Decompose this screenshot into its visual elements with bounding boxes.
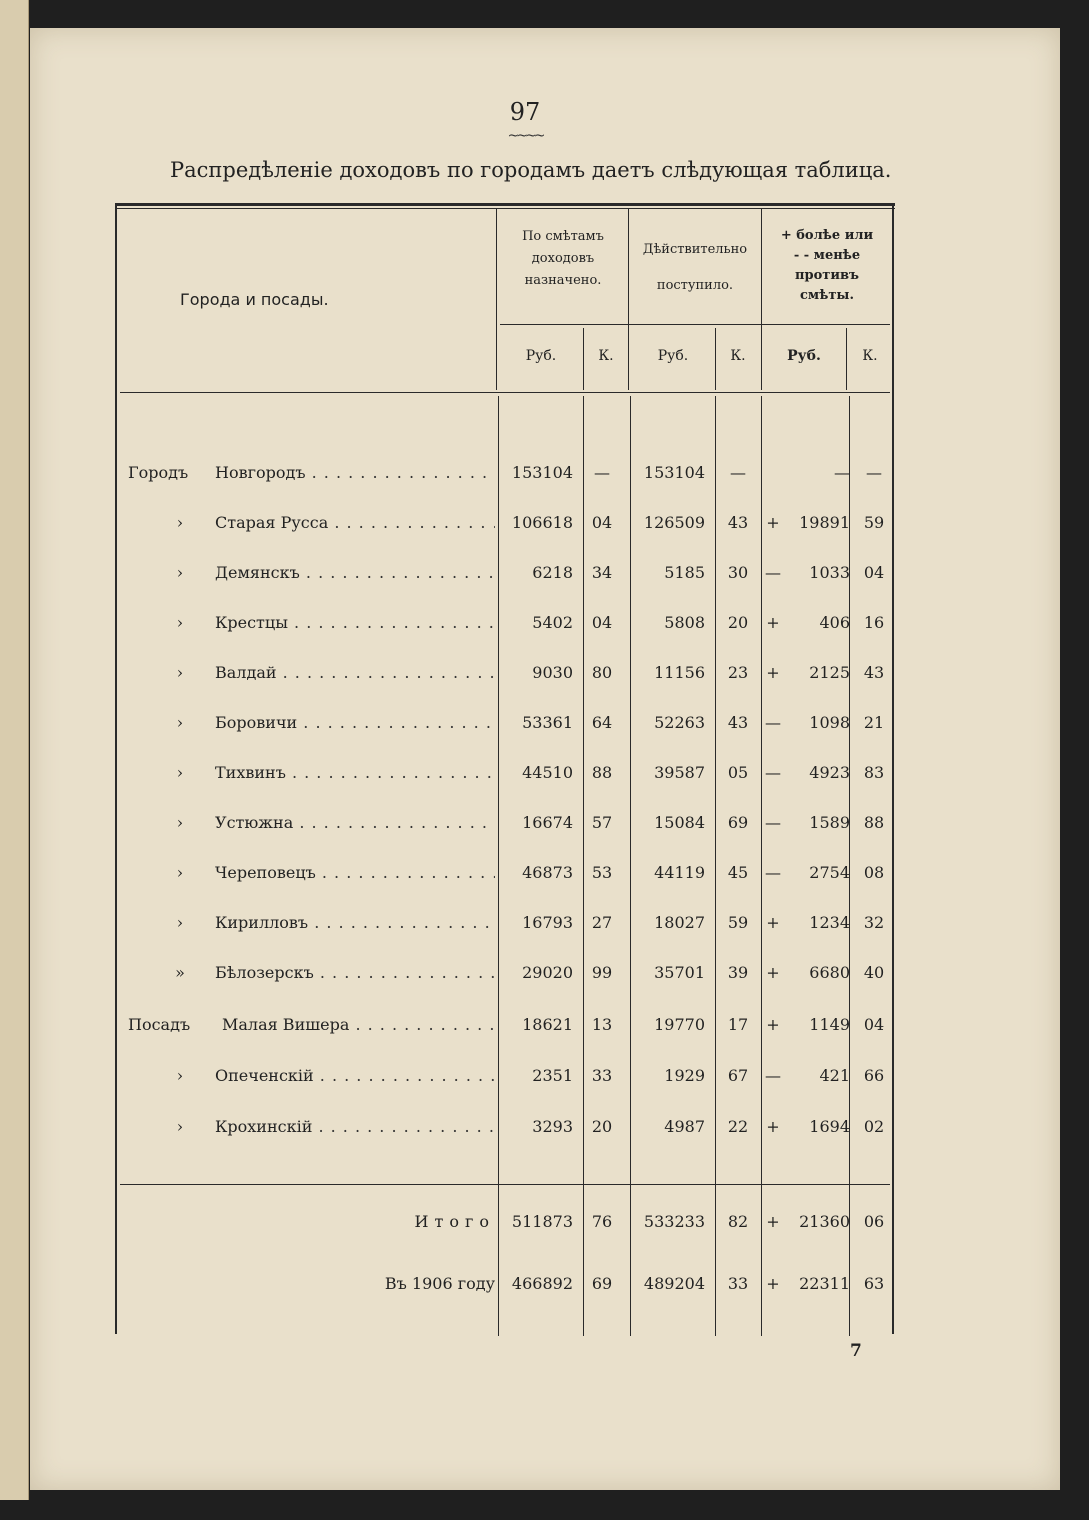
actual-kop: 05: [727, 763, 749, 782]
actual-kop: —: [730, 463, 746, 482]
actual-rub: 11156: [654, 663, 705, 682]
difference-kop: 59: [863, 513, 885, 532]
difference-rub: 1589: [809, 813, 850, 832]
estimate-rub: 53361: [522, 713, 573, 732]
actual-rub: 39587: [654, 763, 705, 782]
place-name: Опеченскій . . .: [215, 1066, 495, 1085]
difference-sign: +: [766, 663, 780, 682]
difference-rub: 2754: [809, 863, 850, 882]
table-top-rule-thin: [115, 208, 895, 209]
place-name: Старая Русса . . .: [215, 513, 495, 532]
difference-kop: 04: [863, 563, 885, 582]
estimate-rub: 16674: [522, 813, 573, 832]
row-prefix: Городъ: [128, 463, 189, 482]
header-difference-line: - - менѣе: [793, 248, 861, 263]
difference-kop: 21: [863, 713, 885, 732]
table-row: [30, 913, 1060, 943]
table-row: [30, 1015, 1060, 1045]
difference-kop: 06: [863, 1212, 885, 1231]
estimate-rub: 153104: [511, 463, 573, 482]
unit-kop: К.: [730, 348, 746, 364]
place-name: Малая Вишера . . .: [222, 1015, 502, 1034]
unit-kop: К.: [598, 348, 614, 364]
estimate-kop: —: [594, 463, 610, 482]
estimate-kop: 33: [591, 1066, 613, 1085]
estimate-kop: 27: [591, 913, 613, 932]
difference-sign: —: [765, 563, 781, 582]
table-row: [30, 963, 1060, 993]
estimate-kop: 04: [591, 513, 613, 532]
table-row: [30, 463, 1060, 493]
actual-kop: 20: [727, 613, 749, 632]
place-name: Тихвинъ . . .: [215, 763, 495, 782]
table-top-rule: [115, 203, 895, 206]
row-prefix: ›: [176, 1117, 184, 1136]
difference-rub: 1098: [809, 713, 850, 732]
row-prefix: ›: [176, 663, 184, 682]
estimate-kop: 34: [591, 563, 613, 582]
actual-kop: 23: [727, 663, 749, 682]
difference-kop: 83: [863, 763, 885, 782]
page-heading: Распредѣленіе доходовъ по городамъ даетъ слѣдующая таблица.: [170, 158, 892, 182]
difference-sign: +: [766, 613, 780, 632]
difference-rub: 1234: [809, 913, 850, 932]
actual-kop: 22: [727, 1117, 749, 1136]
estimate-kop: 80: [591, 663, 613, 682]
actual-rub: 153104: [643, 463, 705, 482]
difference-rub: 6680: [809, 963, 850, 982]
row-prefix: ›: [176, 563, 184, 582]
actual-rub: 126509: [643, 513, 705, 532]
unit-rub: Руб.: [787, 348, 821, 364]
header-actual: [631, 232, 759, 304]
actual-rub: 5185: [664, 563, 705, 582]
estimate-kop: 99: [591, 963, 613, 982]
difference-rub: 4923: [809, 763, 850, 782]
row-prefix: ›: [176, 513, 184, 532]
header-actual-line: поступило.: [656, 278, 734, 293]
actual-kop: 43: [727, 513, 749, 532]
estimate-kop: 04: [591, 613, 613, 632]
estimate-rub: 3293: [532, 1117, 573, 1136]
difference-sign: —: [765, 763, 781, 782]
place-name: Кирилловъ . . .: [215, 913, 495, 932]
difference-kop: 88: [863, 813, 885, 832]
header-col-sep: [715, 328, 716, 390]
difference-sign: +: [766, 1274, 780, 1293]
estimate-rub: 106618: [511, 513, 573, 532]
difference-rub: 19891: [799, 513, 850, 532]
difference-kop: 63: [863, 1274, 885, 1293]
difference-kop: 16: [863, 613, 885, 632]
actual-kop: 59: [727, 913, 749, 932]
difference-sign: +: [766, 963, 780, 982]
difference-kop: 40: [863, 963, 885, 982]
estimate-rub: 29020: [522, 963, 573, 982]
actual-rub: 44119: [654, 863, 705, 882]
difference-sign: —: [765, 1066, 781, 1085]
place-name: Новгородъ . . .: [215, 463, 495, 482]
prev-year-row: [30, 1274, 1060, 1304]
estimate-rub: 2351: [532, 1066, 573, 1085]
header-difference: [763, 226, 891, 306]
place-name: Боровичи . . .: [215, 713, 495, 732]
page-number: 97: [509, 98, 541, 126]
page-number-ornament: ~~~~: [507, 128, 543, 144]
difference-kop: 08: [863, 863, 885, 882]
table-row: [30, 763, 1060, 793]
estimate-rub: 46873: [522, 863, 573, 882]
actual-kop: 67: [727, 1066, 749, 1085]
actual-rub: 15084: [654, 813, 705, 832]
actual-kop: 33: [727, 1274, 749, 1293]
place-name: Бѣлозерскъ . . .: [215, 963, 495, 982]
row-prefix: ›: [176, 613, 184, 632]
difference-kop: 43: [863, 663, 885, 682]
difference-rub: 2125: [809, 663, 850, 682]
estimate-rub: 466892: [511, 1274, 573, 1293]
estimate-rub: 511873: [511, 1212, 573, 1231]
difference-sign: +: [766, 1212, 780, 1231]
header-col-sep: [583, 328, 584, 390]
difference-sign: +: [766, 1015, 780, 1034]
estimate-rub: 6218: [532, 563, 573, 582]
estimate-rub: 5402: [532, 613, 573, 632]
table-row: [30, 613, 1060, 643]
header-difference-line: противъ: [795, 268, 859, 283]
difference-kop: 66: [863, 1066, 885, 1085]
table-row: [30, 563, 1060, 593]
actual-rub: 4987: [664, 1117, 705, 1136]
header-col-sep: [628, 208, 629, 390]
difference-sign: —: [765, 813, 781, 832]
table-row: [30, 713, 1060, 743]
actual-rub: 533233: [643, 1212, 705, 1231]
difference-sign: +: [766, 913, 780, 932]
difference-sign: —: [765, 713, 781, 732]
place-name: Валдай . . .: [215, 663, 495, 682]
document-page: [30, 28, 1060, 1490]
estimate-kop: 20: [591, 1117, 613, 1136]
actual-rub: 52263: [654, 713, 705, 732]
difference-sign: +: [766, 1117, 780, 1136]
header-estimate-line: По смѣтамъ: [522, 229, 604, 244]
difference-rub: 406: [819, 613, 850, 632]
total-row: [30, 1212, 1060, 1242]
header-subdivider: [500, 324, 890, 325]
difference-kop: —: [866, 463, 882, 482]
difference-rub: 421: [819, 1066, 850, 1085]
place-name: Устюжна . . .: [215, 813, 495, 832]
table-row: [30, 513, 1060, 543]
actual-kop: 17: [727, 1015, 749, 1034]
header-bottom-rule: [120, 392, 890, 393]
row-prefix: ›: [176, 763, 184, 782]
difference-kop: 04: [863, 1015, 885, 1034]
header-col-sep: [761, 208, 762, 390]
estimate-rub: 9030: [532, 663, 573, 682]
table-row: [30, 663, 1060, 693]
estimate-kop: 69: [591, 1274, 613, 1293]
estimate-kop: 57: [591, 813, 613, 832]
estimate-rub: 44510: [522, 763, 573, 782]
facing-page-edge: [0, 0, 29, 1500]
difference-sign: —: [765, 863, 781, 882]
difference-rub: 21360: [799, 1212, 850, 1231]
header-places: Города и посады.: [180, 290, 329, 309]
header-col-sep: [496, 208, 497, 390]
header-difference-line: смѣты.: [800, 288, 854, 303]
actual-kop: 82: [727, 1212, 749, 1231]
header-estimate: [500, 226, 626, 292]
estimate-kop: 88: [591, 763, 613, 782]
total-label: Итого: [414, 1212, 495, 1231]
place-name: Крестцы . . .: [215, 613, 495, 632]
row-prefix: ›: [176, 1066, 184, 1085]
estimate-rub: 18621: [522, 1015, 573, 1034]
row-prefix: ›: [176, 713, 184, 732]
difference-rub: 1033: [809, 563, 850, 582]
unit-rub: Руб.: [525, 348, 557, 364]
signature-mark: 7: [850, 1341, 862, 1361]
row-prefix: Посадъ: [128, 1015, 191, 1034]
table-row: [30, 1117, 1060, 1147]
difference-sign: +: [766, 513, 780, 532]
totals-rule: [120, 1184, 890, 1185]
actual-kop: 30: [727, 563, 749, 582]
actual-rub: 1929: [664, 1066, 705, 1085]
table-row: [30, 1066, 1060, 1096]
estimate-kop: 64: [591, 713, 613, 732]
place-name: Череповецъ . . .: [215, 863, 495, 882]
table-row: [30, 813, 1060, 843]
header-difference-line: + болѣе или: [780, 228, 874, 243]
row-prefix: »: [175, 963, 185, 982]
place-name: Демянскъ . . .: [215, 563, 495, 582]
actual-rub: 35701: [654, 963, 705, 982]
place-name: Крохинскій . . .: [215, 1117, 495, 1136]
actual-rub: 5808: [664, 613, 705, 632]
header-estimate-line: назначено.: [524, 273, 602, 288]
difference-rub: 1694: [809, 1117, 850, 1136]
unit-kop: К.: [862, 348, 878, 364]
actual-kop: 45: [727, 863, 749, 882]
difference-kop: 32: [863, 913, 885, 932]
header-col-sep: [846, 328, 847, 390]
actual-rub: 18027: [654, 913, 705, 932]
header-actual-line: Дѣйствительно: [642, 242, 748, 257]
header-estimate-line: доходовъ: [531, 251, 595, 266]
row-prefix: ›: [176, 813, 184, 832]
estimate-kop: 13: [591, 1015, 613, 1034]
unit-rub: Руб.: [657, 348, 689, 364]
estimate-kop: 53: [591, 863, 613, 882]
difference-kop: 02: [863, 1117, 885, 1136]
estimate-rub: 16793: [522, 913, 573, 932]
difference-rub: 22311: [799, 1274, 850, 1293]
actual-rub: 19770: [654, 1015, 705, 1034]
row-prefix: ›: [176, 913, 184, 932]
prev-year-label: Въ 1906 году: [384, 1274, 495, 1293]
table-row: [30, 863, 1060, 893]
actual-kop: 43: [727, 713, 749, 732]
estimate-kop: 76: [591, 1212, 613, 1231]
actual-kop: 69: [727, 813, 749, 832]
difference-rub: 1149: [809, 1015, 850, 1034]
difference-rub: —: [834, 463, 850, 482]
actual-rub: 489204: [643, 1274, 705, 1293]
actual-kop: 39: [727, 963, 749, 982]
row-prefix: ›: [176, 863, 184, 882]
